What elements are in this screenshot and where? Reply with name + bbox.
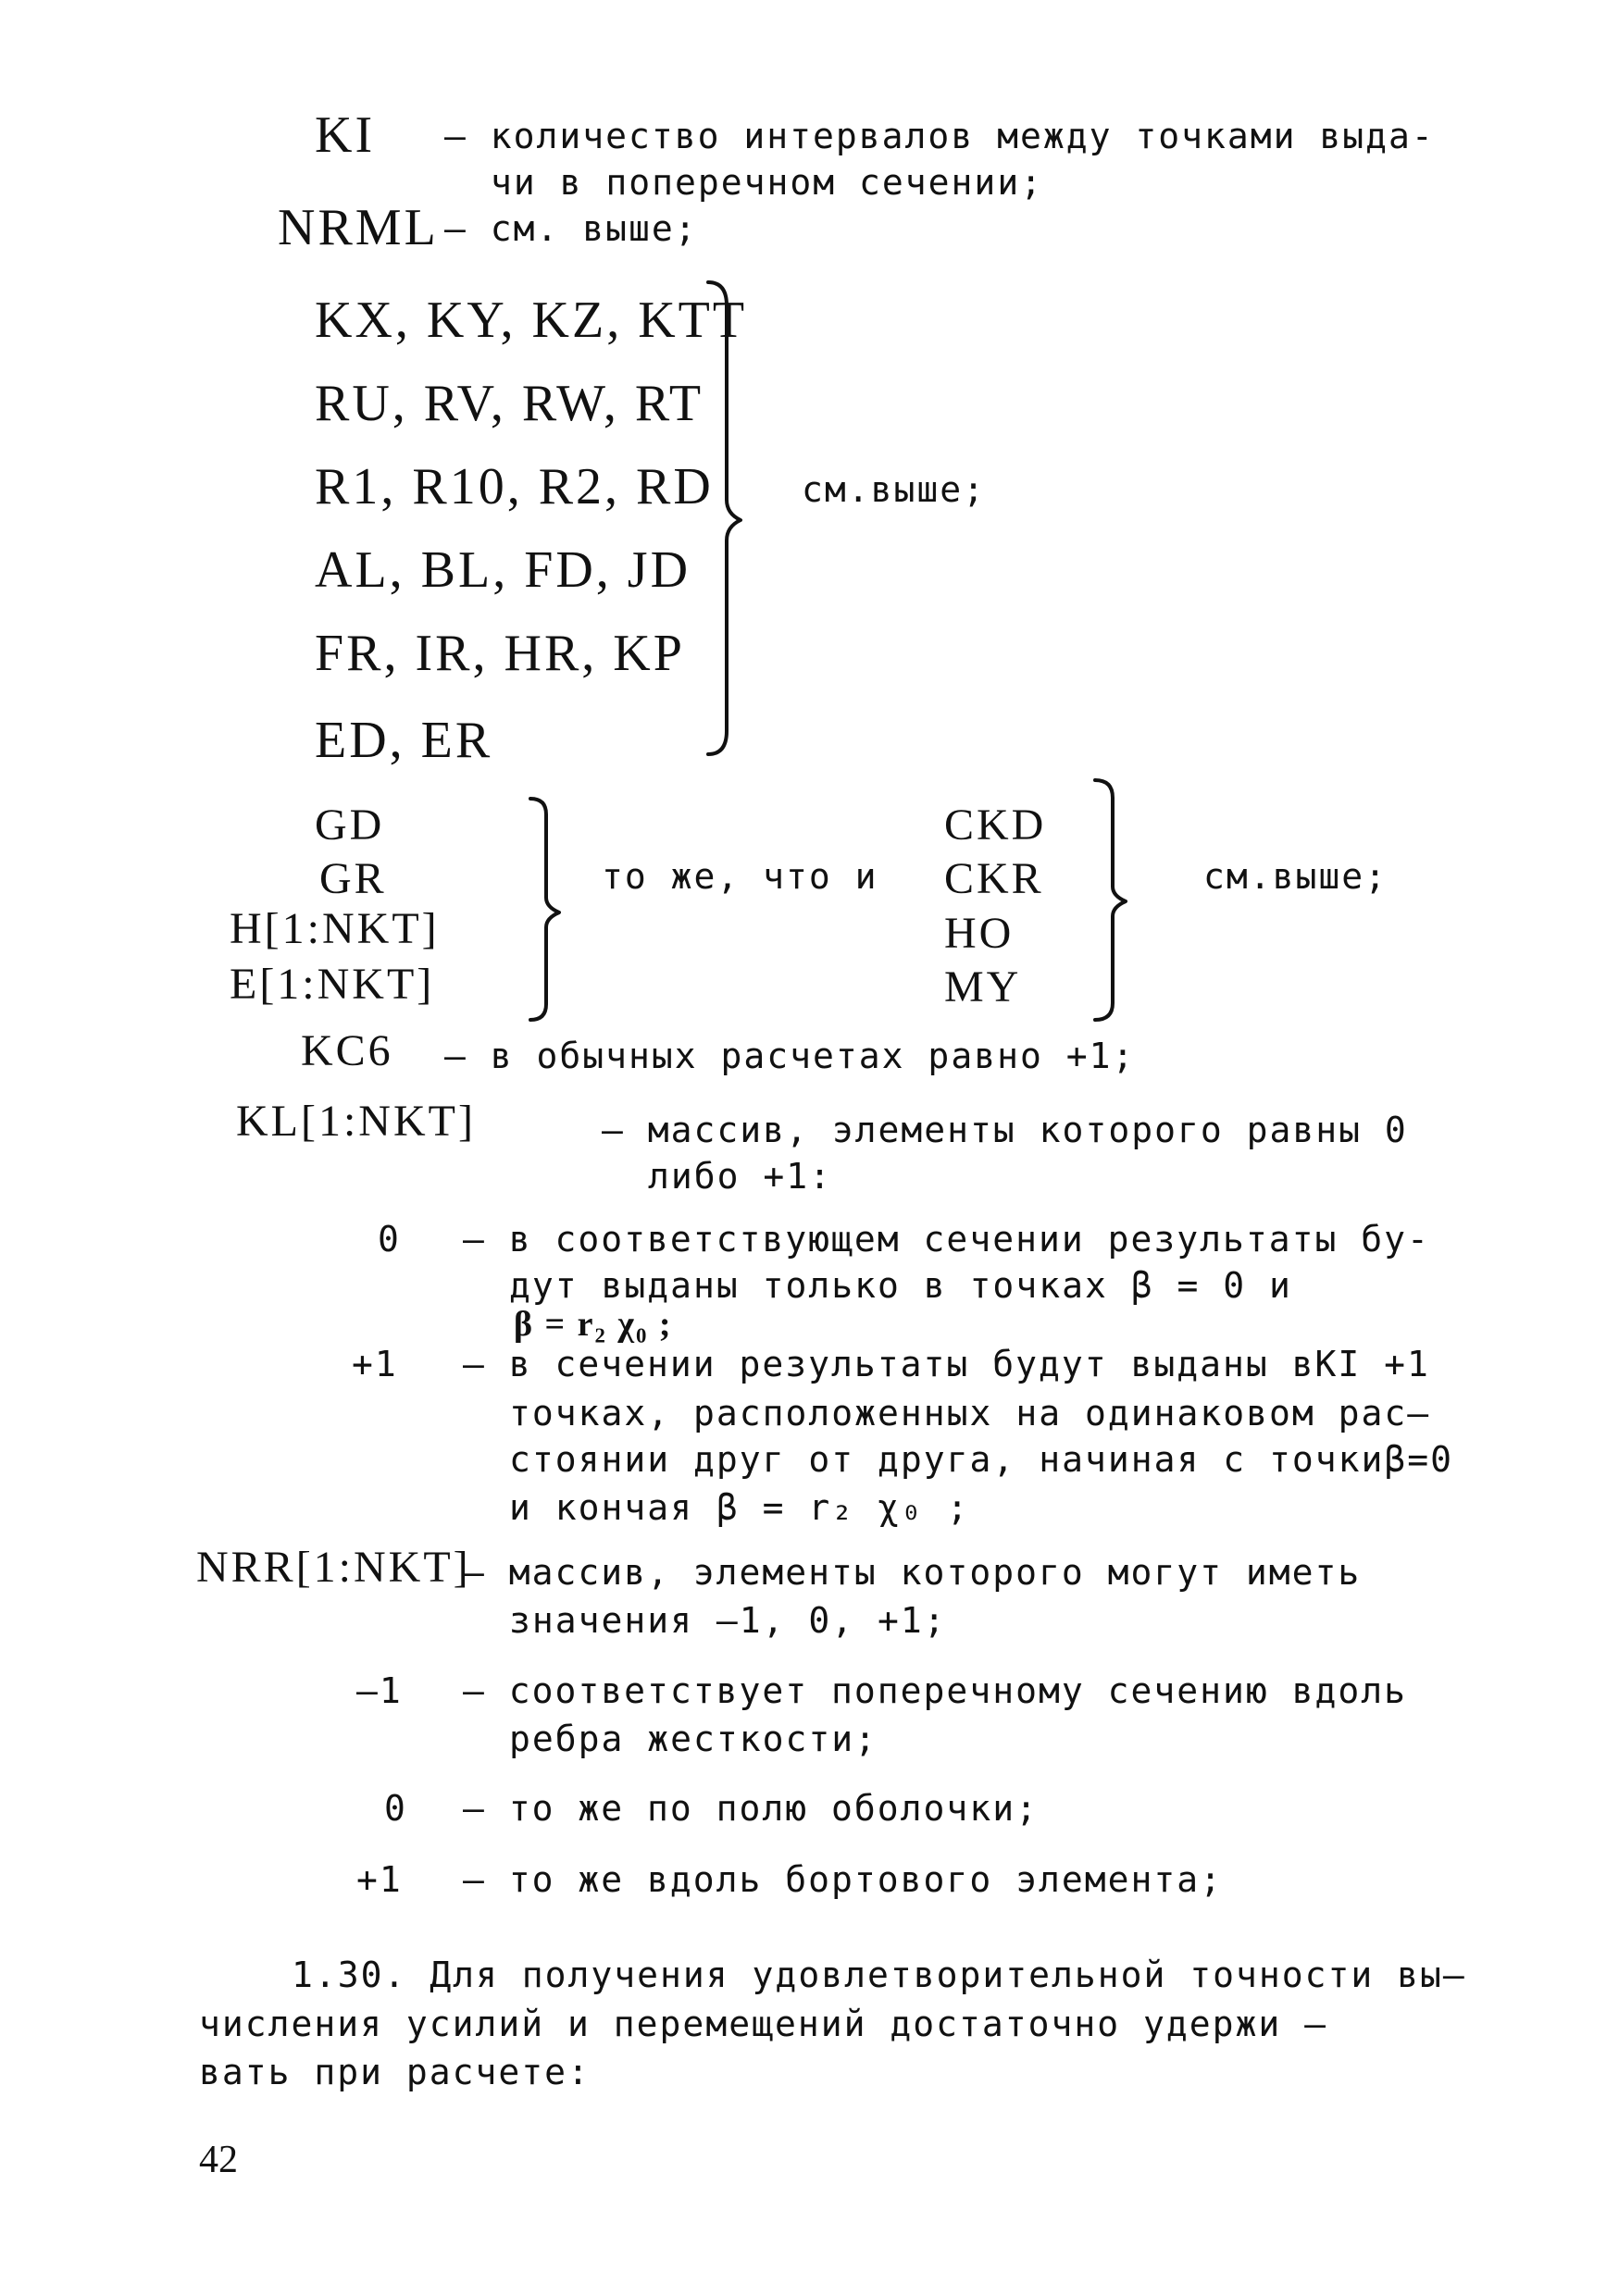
group1-line-3: R1, R10, R2, RD <box>315 458 714 515</box>
group1-note: см.выше; <box>802 469 987 510</box>
param-desc-kl-line1: – массив, элементы которого равны 0 <box>602 1110 1408 1150</box>
section-1-30-line1: 1.30. Для получения удовлетворительной точности вы– <box>292 1955 1466 1995</box>
group2-left-1: GD <box>315 800 385 850</box>
group1-right-brace <box>704 278 759 759</box>
kl-value-0-line3: β = r₂ χ₀ ; <box>514 1305 673 1344</box>
group1-line-6: ED, ER <box>315 712 493 769</box>
param-desc-kl-line2: либо +1: <box>648 1156 833 1197</box>
param-desc-nrr-line2: значения –1, 0, +1; <box>509 1600 947 1641</box>
group2-note: см.выше; <box>1203 856 1389 897</box>
param-desc-kc6: – в обычных расчетах равно +1; <box>444 1036 1136 1076</box>
param-symbol-ki: KI <box>315 106 376 164</box>
group2-left-2: GR <box>319 854 387 903</box>
param-symbol-kc6: KC6 <box>301 1026 393 1075</box>
kl-value-0-line1: – в соответствующем сечении результаты бу- <box>463 1219 1430 1260</box>
page-number: 42 <box>199 2139 238 2181</box>
group1-line-2: RU, RV, RW, RT <box>315 375 704 432</box>
group2-right-1: CKD <box>944 800 1047 850</box>
param-desc-nrr-line1: – массив, элементы которого могут иметь <box>463 1552 1362 1593</box>
nrr-value-plus1: +1 <box>356 1859 403 1900</box>
param-desc-ki-line1: – количество интервалов между точками выда- <box>444 116 1435 156</box>
group2-right-2: CKR <box>944 854 1044 903</box>
group1-line-4: AL, BL, FD, JD <box>315 541 691 599</box>
param-symbol-nrml: NRML <box>278 199 439 256</box>
group2-left-brace <box>528 796 574 1027</box>
kl-value-0: 0 <box>378 1219 401 1260</box>
kl-value-0-line2: дут выданы только в точках β = 0 и <box>509 1265 1292 1306</box>
kl-value-plus1-line1: – в сечении результаты будут выданы вKI +1 <box>463 1344 1430 1384</box>
group2-left-3: H[1:NKT] <box>230 904 440 953</box>
param-desc-ki-line2: чи в поперечном сечении; <box>491 162 1044 203</box>
section-1-30-line3: вать при расчете: <box>199 2052 591 2092</box>
group2-right-3: HO <box>944 909 1015 958</box>
group2-middle-text: то же, что и <box>602 856 878 897</box>
kl-value-plus1-line3: стоянии друг от друга, начиная с точкиβ=0 <box>509 1439 1453 1480</box>
nrr-value-minus1-line2: ребра жесткости; <box>509 1719 878 1759</box>
kl-value-plus1: +1 <box>352 1344 398 1384</box>
section-1-30-line2: числения усилий и перемещений достаточно удержи – <box>199 2004 1328 2044</box>
group2-left-4: E[1:NKT] <box>230 960 435 1009</box>
group2-right-brace <box>1092 777 1139 1027</box>
param-desc-nrml: – см. выше; <box>444 208 698 249</box>
group1-line-1: KX, KY, KZ, KTT <box>315 292 748 349</box>
group2-right-4: MY <box>944 962 1022 1011</box>
kl-value-plus1-line4: и кончая β = r₂ χ₀ ; <box>509 1487 970 1528</box>
group1-line-5: FR, IR, HR, KP <box>315 625 685 682</box>
nrr-value-plus1-line1: – то же вдоль бортового элемента; <box>463 1859 1223 1900</box>
kl-value-plus1-line2: точках, расположенных на одинаковом рас– <box>509 1393 1431 1433</box>
param-symbol-nrr: NRR[1:NKT] <box>196 1543 471 1592</box>
nrr-value-minus1: –1 <box>356 1670 403 1711</box>
nrr-value-0-line1: – то же по полю оболочки; <box>463 1788 1039 1829</box>
nrr-value-0: 0 <box>384 1788 407 1829</box>
param-symbol-kl: KL[1:NKT] <box>236 1097 476 1146</box>
nrr-value-minus1-line1: – соответствует поперечному сечению вдоль <box>463 1670 1407 1711</box>
